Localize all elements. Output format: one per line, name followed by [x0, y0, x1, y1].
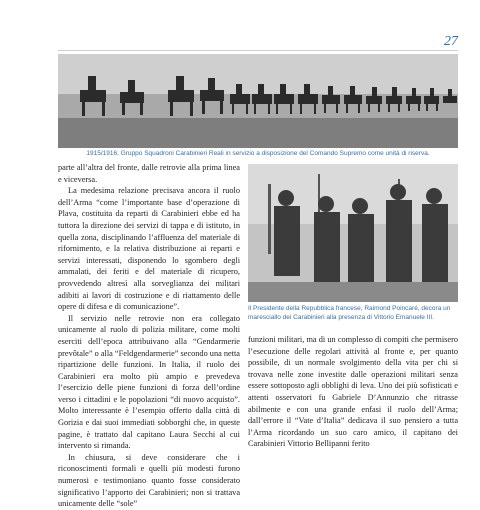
- paragraph: funzioni militari, ma di un complesso di compiti che permisero l’esecuzione delle regolari attività al fronte e, per quanto possibile, di un normale svolgimento della vita per chi si trovava nelle zone investite dalle operazioni militari senza essere sottoposto agli obblighi di leva. Uno dei più sofisticati e attenti osservatori fu Gabriele D’Annunzio che ritrasse abilmente e con una grande enfasi il ruolo dell’Arma; dall’errore il “Vate d’Italia” dedicava il suo pensiero a tutta l’Arma ricordando un suo caro amico, il capitano dei Carabinieri Vittorio Bellipanni ferito: [248, 335, 458, 449]
- left-text-column: [58, 162, 240, 510]
- cavalry-photo-illustration: [58, 54, 458, 148]
- right-text-column: [248, 334, 458, 450]
- ceremony-photo: [248, 164, 458, 302]
- page-number: 27: [444, 34, 458, 49]
- cavalry-photo-caption: 1915/1916. Gruppo Squadroni Carabinieri Reali in servizio a disposizione del Comando Supremo come unità di riserva.: [86, 150, 430, 157]
- header-rule: [58, 50, 458, 51]
- ceremony-photo-illustration: [248, 164, 458, 302]
- paragraph: parte all’altra del fronte, dalle retrovie alla prima linea e viceversa.: [58, 163, 240, 184]
- paragraph: In chiusura, si deve considerare che i riconoscimenti formali e quelli più modesti furono numerosi e testimoniano quanto fosse considerato significativo l’apporto dei Carabinieri; non si trattava unicamente delle “sole”: [58, 452, 240, 509]
- cavalry-photo: [58, 54, 458, 148]
- paragraph: Il servizio nelle retrovie non era collegato unicamente al ruolo di polizia militare, come molti eserciti dell’epoca attribuivano alla “Gendarmerie prevôtale” o alla “Feldgendarmerie” secondo una netta ripartizione delle funzioni. In Italia, il ruolo dei Carabinieri era molto più ampio e prevedeva l’esercizio delle piene funzioni di forza dell’ordine verso i cittadini e le popolazioni “di nuovo acquisto”. Molto interessante è l’esempio offerto dalla città di Gorizia e dai suoi immediati sobborghi che, in queste pagine, è trattato dal capitano Laura Secchi al cui intervento si rimanda.: [58, 313, 240, 451]
- paragraph: La medesima relazione precisava ancora il ruolo dell’Arma “come l’importante base d’operazione di Plava, costituita da reparti di Carabinieri ebbe ed ha tuttora la direzione dei servizi di tappa e di istituto, in quella zona, disciplinando l’affluenza del materiale di rifornimento, e la relativa distribuzione ai reparti e servizi interessati, disponendo lo sgombero degli ammalati, dei feriti e del materiale di ricupero, provvedendo altresì alla sorveglianza dei militari adibiti ai lavori di costruzione e di riattamento delle opere di difesa e di comunicazione”.: [58, 186, 240, 312]
- ceremony-photo-caption: Il Presidente della Repubblica francese, Raimond Poincaré, decora un maresciallo dei Carabinieri alla presenza di Vittorio Emanuele III.: [248, 305, 451, 321]
